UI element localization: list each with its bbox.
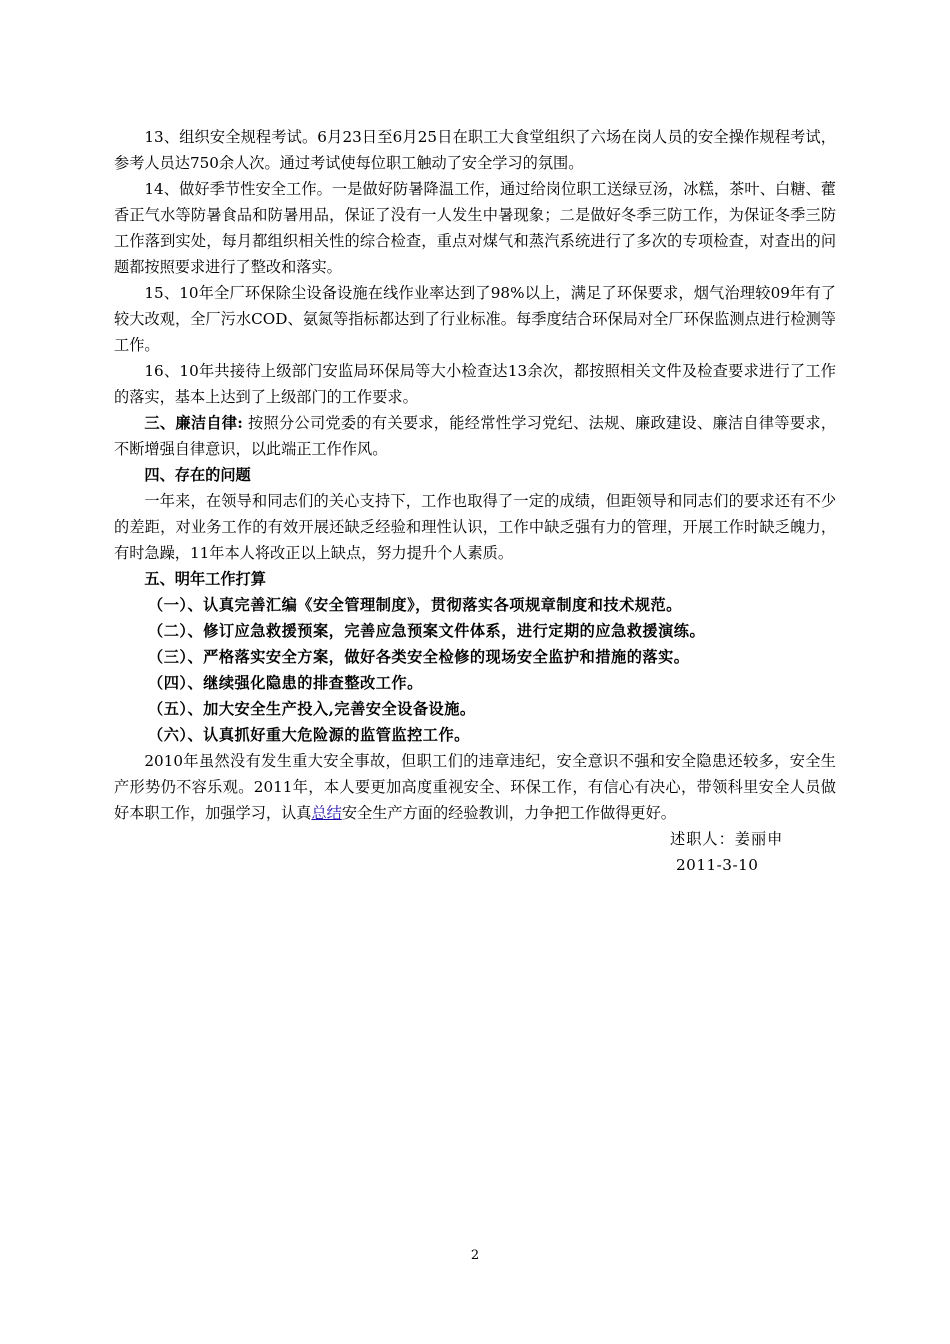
document-body	[114, 124, 836, 878]
paragraph-item-15: 15、10年全厂环保除尘设备设施在线作业率达到了98%以上，满足了环保要求，烟气治理较09年有了较大改观，全厂污水COD、氨氮等指标都达到了行业标准。每季度结合环保局对全厂环保监测点进行检测等工作。	[114, 284, 836, 354]
closing-text-after: 安全生产方面的经验教训，力争把工作做得更好。	[341, 804, 676, 822]
closing-text-before: 2010年虽然没有发生重大安全事故，但职工们的违章违纪，安全意识不强和安全隐患还较多，安全生产形势仍不容乐观。2011年，本人要更加高度重视安全、环保工作，有信心有决心，带领科里安全人员做好本职工作，加强学习，认真	[114, 752, 836, 822]
section-integrity-text: 按照分公司党委的有关要求，能经常性学习党纪、法规、廉政建设、廉洁自律等要求，不断增强自律意识，以此端正工作作风。	[114, 414, 837, 458]
plan-item-2: （二）、修订应急救援预案，完善应急预案文件体系，进行定期的应急救援演练。	[148, 622, 706, 640]
summary-link[interactable]: 总结	[311, 804, 342, 822]
section-plans-heading: 五、明年工作打算	[144, 570, 266, 588]
plan-item-1: （一）、认真完善汇编《安全管理制度》，贯彻落实各项规章制度和技术规范。	[148, 596, 682, 614]
section-integrity-heading: 三、廉洁自律:	[144, 414, 243, 432]
plan-item-6: （六）、认真抓好重大危险源的监管监控工作。	[148, 726, 470, 744]
paragraph-item-16: 16、10年共接待上级部门安监局环保局等大小检查达13余次，都按照相关文件及检查要求进行了工作的落实，基本上达到了上级部门的工作要求。	[114, 362, 836, 406]
plan-item-3: （三）、严格落实安全方案，做好各类安全检修的现场安全监护和措施的落实。	[148, 648, 690, 666]
signature-name: 述职人：姜丽申	[670, 830, 784, 848]
section-integrity	[114, 410, 836, 462]
signature-date: 2011-3-10	[676, 856, 759, 874]
closing-paragraph	[114, 748, 836, 826]
plan-item-5: （五）、加大安全生产投入,完善安全设备设施。	[148, 700, 476, 718]
plan-item-4: （四）、继续强化隐患的排查整改工作。	[148, 674, 423, 692]
section-problems-text: 一年来，在领导和同志们的关心支持下，工作也取得了一定的成绩，但距领导和同志们的要求还有不少的差距，对业务工作的有效开展还缺乏经验和理性认识，工作中缺乏强有力的管理，开展工作时缺乏魄力，有时急躁，11年本人将改正以上缺点，努力提升个人素质。	[114, 492, 836, 562]
paragraph-item-13: 13、组织安全规程考试。6月23日至6月25日在职工大食堂组织了六场在岗人员的安全操作规程考试，参考人员达750余人次。通过考试使每位职工触动了安全学习的氛围。	[114, 128, 836, 172]
paragraph-item-14: 14、做好季节性安全工作。一是做好防暑降温工作，通过给岗位职工送绿豆汤，冰糕，茶叶、白糖、藿香正气水等防暑食品和防暑用品，保证了没有一人发生中暑现象；二是做好冬季三防工作，为保证冬季三防工作落到实处，每月都组织相关性的综合检查，重点对煤气和蒸汽系统进行了多次的专项检查，对查出的问题都按照要求进行了整改和落实。	[114, 180, 836, 276]
section-problems-heading: 四、存在的问题	[144, 466, 251, 484]
page-number: 2	[470, 1248, 480, 1263]
